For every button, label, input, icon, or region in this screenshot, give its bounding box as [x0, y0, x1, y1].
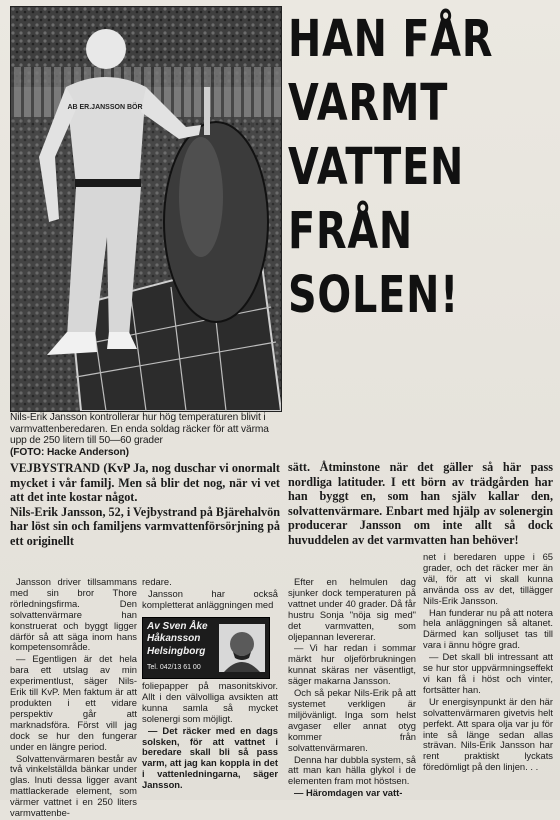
paragraph: — Häromdagen var vatt-: [294, 787, 403, 799]
paragraph: Jansson har också kompletterat anläggningen med: [142, 587, 278, 610]
headline-line-2: VARMT: [288, 74, 449, 133]
paragraph: Ur energisynpunkt är den här solvattenvärmaren givetvis helt perfekt. Att spara olja var ju för inte så länge sedan allas strävan. Nils-Erik Jansson har rent praktiskt lyckats föredömligt på den linjen. . .: [423, 695, 553, 773]
byline-line-3: Helsingborg: [147, 646, 206, 657]
paragraph: — Det skall bli intressant att se hur stor uppvärmningseffekt vi kan få i höst och vinter, fortsätter han.: [423, 651, 553, 695]
byline-line-1: Av Sven Åke: [147, 621, 208, 632]
photo-illustration: [11, 7, 281, 411]
headline-line-5: SOLEN!: [288, 266, 460, 325]
paragraph: — Det räcker med en dags solsken, för att vattnet i beredare skall bli så pass varm, att jag kan koppla in det i vattenledningarna, säger Jansson.: [142, 724, 278, 791]
headline-line-4: FRÅN: [288, 202, 414, 261]
body-column-2-continued: [142, 681, 278, 792]
body-column-3: [288, 577, 416, 800]
paragraph: Och så pekar Nils-Erik på att systemet verkligen är miljövänligt. Inga som helst avgaser eller annat otyg kommer från solvattenvärmaren.: [288, 687, 416, 753]
paragraph: foliepapper på masonitskivor. Allt i den välvolliga avsikten att kunna samla så mycket solenergi som möjligt.: [142, 680, 278, 724]
paragraph: net i beredaren uppe i 65 grader, och det räcker mer än väl, för att vi skall kunna använda oss av det, tillägger Nils-Erik Jansson.: [423, 551, 553, 606]
paragraph: Efter en helmulen dag sjunker dock temperaturen på vattnet under 40 grader. Då får hustru Sonja "nöja sig med" det varmvatten, som oljepannan levererar.: [288, 576, 416, 642]
body-column-2: [142, 577, 278, 612]
headline-line-1: HAN FÅR: [288, 10, 494, 69]
lead-paragraph-right: sätt. Åtminstone när det gäller så här pass nordliga latituder. I ett börn av trädgården har han byggt en, som han själv kallar den, solvattenvärmare. Enbart med hjälp av solenergin producerar Jansson om inte allt så dock huvuddelen av det varmvatten han behöver!: [288, 460, 553, 547]
paragraph: Jansson driver tillsammans med sin bror Thore rörledningsfirma. Den solvattenvärmare han konstruerat och byggt ligger därför så att säga inom hans kompetensområde.: [10, 576, 137, 653]
shirt-text: AB ER.JANSSON BÖR: [67, 104, 143, 111]
headline: [288, 8, 553, 328]
headline-line-3: VATTEN: [288, 138, 465, 197]
paragraph: Denna har dubbla system, så att man kan hälla glykol i de elementen fram mot höstsen.: [288, 753, 416, 787]
photo-credit: (FOTO: Hacke Anderson): [10, 446, 129, 458]
paragraph: Solvattenvärmaren består av två vinkelställda bänkar under glas. Inuti dessa ligger avant mattlackerade element, som värmer vattnet i en 250 liters varmvattenbe-: [10, 752, 137, 819]
reporter-portrait: [219, 624, 265, 672]
body-column-4: [423, 552, 553, 774]
caption-text: Nils-Erik Jansson kontrollerar hur hög temperaturen blivit i varmvattenberedaren. En enda soldag räcker för att värma upp de 250 litern till 50—60 grader: [10, 412, 269, 446]
lead-paragraph-left: VEJBYSTRAND (KvP Ja, nog duschar vi onormalt mycket i vår familj. Men så blir det nog, när vi vet att det inte kostar något. Nils-Erik Jansson, 52, i Vejbystrand på Bjärehalvön har löst sin och familjens varmvattenförsörjning på ett originellt: [10, 461, 280, 548]
byline-box: [142, 617, 270, 679]
byline-phone: Tel. 042/13 61 00: [147, 664, 201, 671]
byline-line-2: Håkansson: [147, 633, 201, 644]
body-column-1: [10, 577, 137, 820]
photo-caption: [10, 412, 280, 458]
paragraph: redare.: [142, 576, 172, 587]
paragraph: — Vi har redan i sommar märkt hur oljeförbrukningen kunnat skäras ner väsentligt, säger makarna Jansson.: [288, 642, 416, 687]
article-photo: [10, 6, 282, 412]
paragraph: Han funderar nu på att notera hela anläggningen så altanet. Därmed kan solljuset tas till vara i ännu högre grad.: [423, 606, 553, 651]
paragraph: — Egentligen är det hela bara ett utslag av min experimentlust, säger Nils-Erik till KvP. Men faktum är att produkten i ett vidare perspektiv går att marknadsföra. Först vill jag dock se hur den fungerar under en längre period.: [10, 653, 137, 752]
